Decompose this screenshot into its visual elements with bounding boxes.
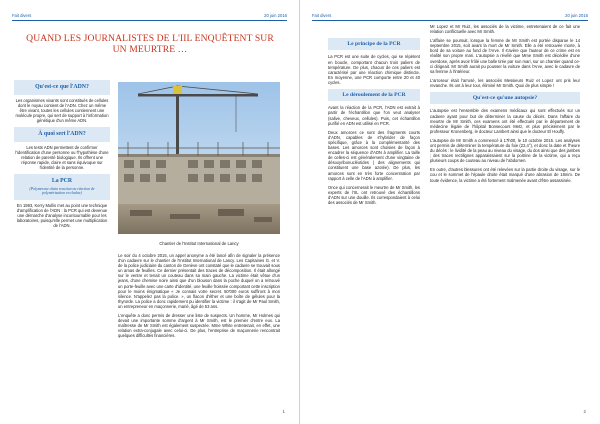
article-title: QUAND LES JOURNALISTES DE L'IIL ENQUÊTENT SUR UN MEURTRE … <box>26 33 274 55</box>
story-paragraph: L'arroseur était l'arrosé, les associés Messieurs Ruiz et Lopez ont pris leur revanche. Ils ont à leur tour, éliminé Mr Smith. Quoi de plus simple ! <box>430 77 580 88</box>
autopsie-text: L'autopsie de Mr Smith a commencé à 17h00, le 10 octobre 2015. Les analyses ont permis de déterminer la température du foie (22,4°), et donc la date et l'heure du décès : le lividité de la peau au niveau du visage, du dos ainsi que des jambes ; des traces rectilignes apparaissaient sur la poitrine de la victime, qui a reçu plusieurs coups de couteau au niveau de l'abdomen. <box>430 137 580 164</box>
header-date: 20 juin 2016 <box>264 13 287 18</box>
page-number: 2 <box>583 409 586 414</box>
body-paragraph: Le soir du 4 octobre 2015, un appel anonyme a été lancé afin de signaler la présence d'un cadavre sur le chantier de l'Institut International de Lancy. Les Capitaines G. et V. de la police judiciaire du canton de Genève ont constaté que le cadavre se trouvait sous un amas de feuilles. Ce dernier présentait des traces de décomposition. Il était allongé sur le ventre et tenait un couteau dans sa main gauche. La victime était vêtue d'un jeans, d'une chemise noire ainsi que d'un blouson dans la poche duquel on a retrouvé un porte-feuille avec une carte d'identité, une feuille froissée comportant cette inscription pour le moins énigmatique « Je connais votre secret. 50'000 euros suffiront à mon silence. N'appelez pas la police. », un flacon d'éther et une boîte de gélules pour la thyroïde. La police a donc rapidement pu identifier la victime : il s'agit de Mr Paul Smith, un entrepreneur en maçonnerie, marié, âgé de 53 ans. <box>118 253 280 309</box>
header-section-label: Fait divers <box>312 13 332 18</box>
pcr-column <box>328 36 420 209</box>
adn-text: Les organismes vivants sont constitués de cellules dont le noyau contient de l'ADN. Chez un même être vivant, toutes les cellules contiennent une molécule propre, qui sert de support à l'information génétique d'un même ADN. <box>15 97 109 123</box>
construction-site-photo <box>118 82 280 234</box>
header-section-label: Fait divers <box>12 13 32 18</box>
adn-heading-box <box>14 80 110 95</box>
story-intro: Mr Lopez et Mr Ruiz, les associés de la victime, entretenaient de ce fait une relation conflictuelle avec Mr Smith. <box>430 24 580 35</box>
pcr-text: En 1983, Kerry Mullis met au point une technique d'amplification de l'ADN : la PCR qui est devenue une démarche d'analyse incontournable pour les laboratoires, puisqu'elle permet une multiplication de l'ADN. <box>16 202 108 229</box>
principe-text: La PCR est une suite de cycles, qui se répètent en boucle, comportant chacun trois paliers de température. De plus, chacun de ces paliers est caractérisé par une réaction chimique distincte. En moyenne, une PCR comporte entre 20 et 40 cycles. <box>328 54 420 85</box>
header-rule <box>12 20 287 21</box>
deroulement-text: Avant la réaction de la PCR, l'ADN est extrait à partir de l'échantillon que l'on veut analyser (salive, cheveux, cellules). Puis, cet échantillon purifié en ADN est utilisé en PCR. <box>328 105 420 126</box>
use-text: Les tests ADN permettent de confirmer l'identification d'une personne ou l'hypothèse d'une relation de parenté biologique. Ils offrent une réponse rapide, claire et sans équivoque sur l'identité de la personne. <box>15 144 109 171</box>
article-body <box>118 253 280 343</box>
principe-heading: Le principe de la PCR <box>347 41 401 47</box>
sidebar <box>14 80 110 232</box>
pcr-heading: La PCR <box>51 178 73 185</box>
page-number: 1 <box>282 409 285 414</box>
autopsie-text: L'autopsie est l'ensemble des examens médicaux qui sont effectués sur un cadavre ayant pour but de déterminer la cause du décès. Dans l'affaire du meurtre de Mr Smith, ces examens ont été effectués par le département de médecine légale de l'hôpital Bonsecours Metz, et plus précisément par le professeur Kronenberg, le docteur Lambert ainsi que le docteur El Houffy. <box>430 108 580 134</box>
page-2 <box>300 0 600 424</box>
autopsie-heading: Qu'est-ce qu'une autopsie? <box>472 95 538 102</box>
autopsie-text: En outre, d'autres blessures ont été relevées sur la partie droite du visage, sur le cou et le sommet de l'épaule droite était marqué d'une abrasion de 18mm. De toute évidence, la victime a été fortement malmenée avant d'être assassinée. <box>430 167 580 183</box>
story-column <box>430 24 580 187</box>
photo-caption: Chantier de l'Institut International de Lancy <box>159 241 239 246</box>
pcr-subheading: (Polymerase chain reaction ou réaction de polymérisation en chaîne) <box>29 186 95 196</box>
deroulement-heading-box <box>328 89 420 101</box>
construction-site-image <box>118 82 280 234</box>
header-rule <box>312 20 588 21</box>
body-paragraph: L'enquête a donc permis de dresser une liste de suspects. Un homme, Mr Holmes qui devait une importante somme d'argent à Mr Smith, est le premier d'entre eux. La maîtresse de Mr Smith est également suspectée. Mme White entretenait, en effet, une relation extra-conjugale avec celui-ci. De plus, l'entreprise de maçonnerie rencontrait quelques difficultés financières. <box>118 313 280 339</box>
deroulement-text: Once qui concernerait le meurtre de Mr Smith, les experts de l'IIL ont retrouvé des échantillons d'ADN sur une douille. Ils correspondaient à celui des associés de Mr Smith. <box>328 184 420 205</box>
adn-heading: Qu'est-ce que l'ADN? <box>35 84 89 90</box>
principe-heading-box <box>328 38 420 50</box>
deroulement-heading: Le déroulement de la PCR <box>342 91 406 98</box>
story-paragraph: L'affaire se poursuit, lorsque la femme de Mr Smith est portée disparue le 14 septembre 2015, soit avant la mort de Mr Smith. Elle a été retrouvée morte, à bord de sa voiture au fond de l'Arve. Il s'avère que l'auteur de ce crime est en réalité son propre mari. L'autopsie a révélé que Mme Smith est décédée d'une overdose, après avoir frôlé une balle tirée par son mari, sur un chantier quand ce-ci dirigeait. Mr Smith aurait pu pousser la voiture dans l'Arve, avec le cadavre de sa femme à l'intérieur. <box>430 38 580 74</box>
use-heading-box <box>14 127 110 142</box>
use-heading: À quoi sert l'ADN? <box>38 131 86 138</box>
header-date: 20 juin 2016 <box>565 13 588 18</box>
autopsie-heading-box <box>430 92 580 104</box>
pcr-heading-box <box>14 174 110 200</box>
deroulement-text: Deux amorces ce sont des fragments courts d'ADN, capables de s'hybrider de façon spécifique, grâce à la complémentarité des bases. Les amorces sont choisies de façon à encadrer la séquence d'ADN à amplifier. La taille de celles-ci est généralement d'une vingtaine de désoxyribonucléotides ( des alignements qui constituent une base azotée). De plus, les amorces sont en très forte concentration par rapport à celle de l'ADN à amplifier. <box>328 129 420 181</box>
